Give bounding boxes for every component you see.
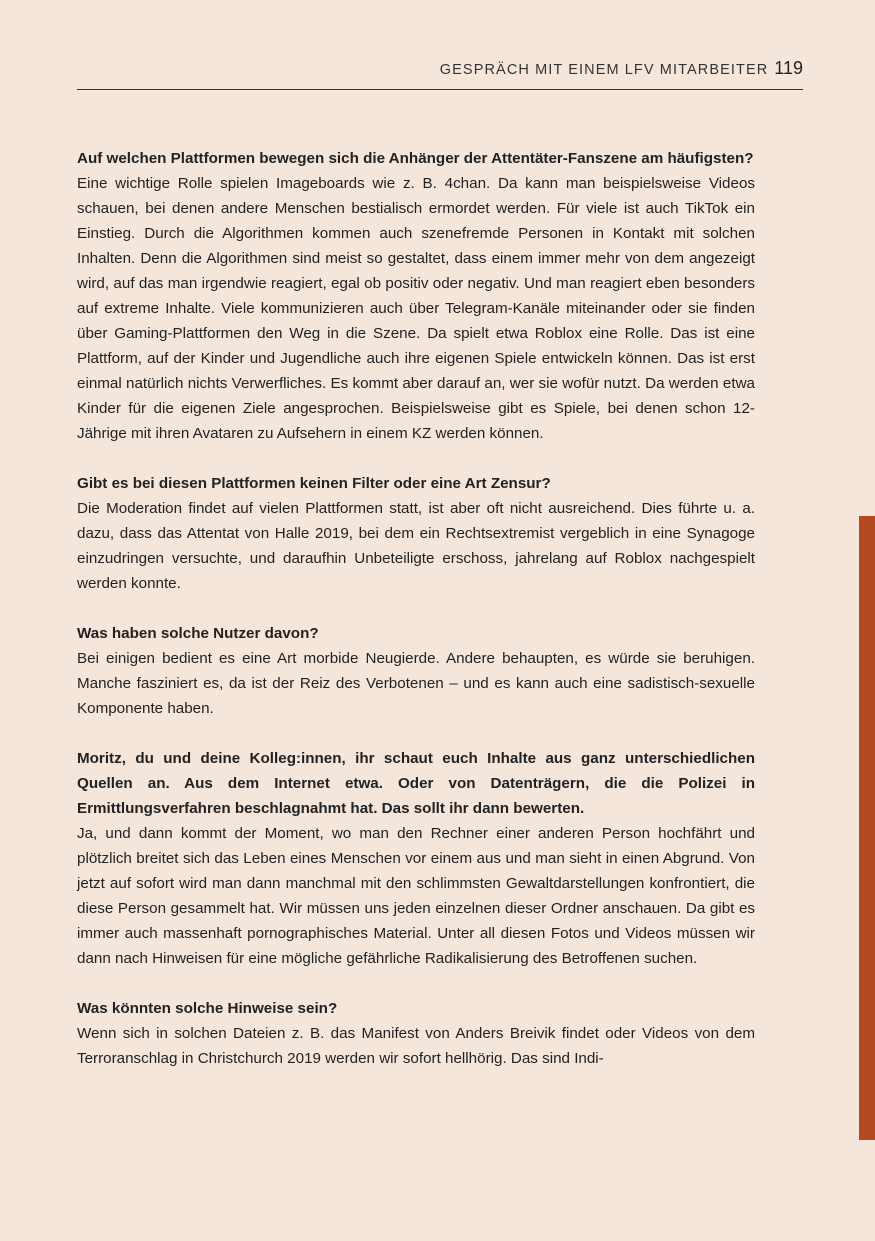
question: Moritz, du und deine Kolleg:innen, ihr schaut euch Inhalte aus ganz unterschiedlichen Quellen an. Aus dem Internet etwa. Oder von Datenträgern, die die Polizei in Ermittlungsverfahren beschlagnahmt hat. Das sollt ihr dann bewerten. xyxy=(77,750,755,817)
interview-body xyxy=(77,146,755,1096)
qa-section xyxy=(77,146,755,446)
answer: Die Moderation findet auf vielen Plattformen statt, ist aber oft nicht ausreichend. Dies führte u. a. dazu, dass das Attentat von Halle 2019, bei dem ein Rechtsextremist vergeblich in eine Synagoge einzudringen versuchte, und daraufhin Unbeteiligte erschoss, jahrelang auf Roblox nachgespielt werden konnte. xyxy=(77,500,755,592)
qa-section xyxy=(77,621,755,721)
running-header xyxy=(77,58,803,90)
answer: Eine wichtige Rolle spielen Imageboards wie z. B. 4chan. Da kann man beispielsweise Videos schauen, bei denen andere Menschen bestialisch ermordet werden. Für viele ist auch TikTok ein Einstieg. Durch die Algorithmen kommen auch szenefremde Personen in Kontakt mit solchen Inhalten. Denn die Algorithmen sind meist so gestaltet, dass einem immer mehr von dem angezeigt wird, auf das man irgendwie reagiert, egal ob positiv oder negativ. Und man reagiert eben besonders auf extreme Inhalte. Viele kommunizieren auch über Telegram-Kanäle miteinander oder sie finden über Gaming-Plattformen den Weg in die Szene. Da spielt etwa Roblox eine Rolle. Das ist eine Plattform, auf der Kinder und Jugendliche auch ihre eigenen Spiele entwickeln können. Das ist erst einmal natürlich nichts Verwerfliches. Es kommt aber darauf an, wer sie wofür nutzt. Da werden etwa Kinder für die eigenen Ziele angesprochen. Beispielsweise gibt es Spiele, bei denen schon 12-Jährige mit ihren Avataren zu Aufsehern in einem KZ werden können. xyxy=(77,175,755,442)
page-number: 119 xyxy=(774,58,803,78)
question: Was haben solche Nutzer davon? xyxy=(77,625,319,642)
answer: Bei einigen bedient es eine Art morbide Neugierde. Andere behaupten, es würde sie beruhigen. Manche fasziniert es, da ist der Reiz des Verbotenen – und es kann auch eine sadistisch-sexuelle Komponente haben. xyxy=(77,650,755,717)
question: Auf welchen Plattformen bewegen sich die Anhänger der Attentäter-Fanszene am häufigsten? xyxy=(77,150,754,167)
qa-section xyxy=(77,996,755,1071)
chapter-tab-marker xyxy=(859,516,875,1140)
qa-section xyxy=(77,746,755,971)
question: Gibt es bei diesen Plattformen keinen Filter oder eine Art Zensur? xyxy=(77,475,551,492)
answer: Ja, und dann kommt der Moment, wo man den Rechner einer anderen Person hochfährt und plötzlich breitet sich das Leben eines Menschen vor einem aus und man sieht in einen Abgrund. Von jetzt auf sofort wird man dann manchmal mit den schlimmsten Gewaltdarstellungen konfrontiert, die diese Person gesammelt hat. Wir müssen uns jeden einzelnen dieser Ordner anschauen. Da gibt es immer auch massenhaft pornographisches Material. Unter all diesen Fotos und Videos müssen wir dann nach Hinweisen für eine mögliche gefährliche Radikalisierung des Betroffenen suchen. xyxy=(77,825,755,967)
answer: Wenn sich in solchen Dateien z. B. das Manifest von Anders Breivik findet oder Videos von dem Terroranschlag in Christchurch 2019 werden wir sofort hellhörig. Das sind Indi- xyxy=(77,1025,755,1067)
question: Was könnten solche Hinweise sein? xyxy=(77,1000,338,1017)
running-title: GESPRÄCH MIT EINEM LFV MITARBEITER xyxy=(439,62,769,78)
qa-section xyxy=(77,471,755,596)
